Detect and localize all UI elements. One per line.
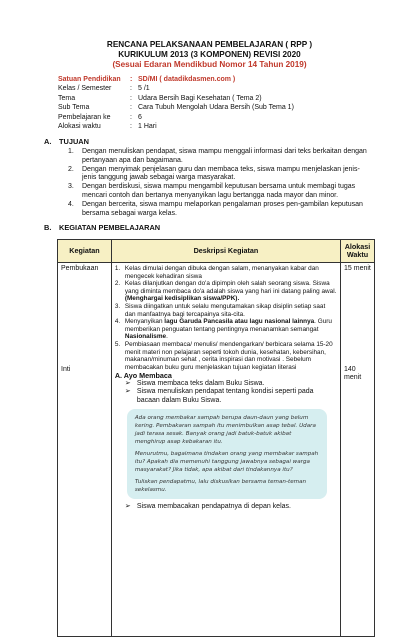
tujuan-list (68, 148, 368, 218)
deskripsi-column (111, 263, 340, 637)
inti-block (112, 372, 340, 511)
label-inti: Inti (61, 366, 71, 373)
step-item: ➢ Siswa membacakan pendapatnya di depan kelas. (124, 503, 291, 511)
reading-paragraph: Ada orang membakar sampah berupa daun-daun yang belum kering. Pembakaran sampah itu menimbulkan asap tebal. Udara jadi terasa sesak. Banyak orang jadi batuk-batuk akibat menghirup asap kebakaran itu. (134, 415, 316, 446)
document-note: (Sesuai Edaran Mendikbud Nomor 14 Tahun 2019) (112, 60, 307, 69)
time-pembukaan: 15 menit (344, 265, 371, 272)
alokasi-column (341, 263, 375, 637)
list-item: 5. Pembiasaan membaca/ menulis/ mendengarkan/ berbicara selama 15-20 menit materi non pelajaran seperti tokoh dunia, kesehatan, kebersihan, makanan/minuman sehat , cerita inspirasi dan motivasi . Sebelum membacakan buku guru menjelaskan tujuan kegiatan literasi (114, 340, 333, 371)
list-item: 3. Siswa diingatkan untuk selalu mengutamakan sikap disiplin setiap saat dan manfaatnya bagi tercapainya sita-cita. (114, 302, 326, 318)
label-pembukaan: Pembukaan (61, 265, 99, 272)
reading-paragraph: Menurutmu, bagaimana tindakan orang yang membakar sampah itu? Apakah dia memenuhi tanggung jawabnya sebagai warga masyarakat? Jika tidak, apa akibat dari tindakannya itu? (134, 451, 319, 474)
step-item: ➢ Siswa membaca teks dalam Buku Siswa. (124, 379, 265, 387)
reading-textbox (127, 409, 327, 499)
document-subtitle: KURIKULUM 2013 (3 KOMPONEN) REVISI 2020 (118, 50, 301, 59)
info-row-kelas: Kelas / Semester : 5 /1 (58, 85, 150, 93)
list-item: 2. Kelas dilanjutkan dengan do'a dipimpin oleh salah seorang siswa. Siswa yang diminta membaca do'a adalah siswa yang hari ini datang paling awal. (Menghargai kedisiplikan siswa/PPK). (114, 280, 337, 303)
list-item: 4. Menyanyikan lagu Garuda Pancasila atau lagu nasional lainnya. Guru memberikan penguatan tentang pentingnya menanamkan semangat Nasionalisme. (114, 318, 332, 341)
activity-table (57, 239, 375, 637)
list-item: 3. Dengan berdiskusi, siswa mampu mengambil keputusan bersama untuk membagi tugas mencari contoh dan bertanya menyanyikan lagu bertangga nada mayor dan minor. (68, 183, 356, 199)
arrow-bullet-icon: ➢ (124, 379, 131, 387)
arrow-bullet-icon: ➢ (124, 388, 131, 396)
list-item: 1. Dengan menuliskan pendapat, siswa mampu menggali informasi dari teks berkaitan dengan pertanyaan apa dan bagaimana. (68, 148, 367, 164)
info-row-subtema: Sub Tema : Cara Tubuh Mengolah Udara Bersih (Sub Tema 1) (58, 104, 294, 112)
info-row-alokasi: Alokasi waktu : 1 Hari (58, 123, 157, 131)
col-header-deskripsi: Deskripsi Kegiatan (111, 240, 340, 263)
step-item: ➢ Siswa menuliskan pendapat tentang kondisi seperti pada bacaan dalam Buku Siswa. (124, 388, 314, 404)
info-row-satuan: Satuan Pendidikan : SD/MI ( datadikdasmen.com ) (58, 76, 236, 83)
inti-section-title: A. Ayo Membaca (114, 371, 172, 381)
info-row-tema: Tema : Udara Bersih Bagi Kesehatan ( Tema 2) (58, 94, 262, 102)
kegiatan-column (58, 263, 112, 637)
info-row-pembelajaran: Pembelajaran ke : 6 (58, 113, 142, 121)
col-header-kegiatan: Kegiatan (58, 240, 112, 263)
document-title: RENCANA PELAKSANAAN PEMBELAJARAN ( RPP ) (106, 40, 313, 49)
identity-block (58, 75, 294, 131)
list-item: 4. Dengan bercerita, siswa mampu melaporkan pengalaman proses pen-gambilan keputusan bersama sebagai warga kelas. (68, 200, 363, 217)
col-header-alokasi: Alokasi Waktu (341, 240, 375, 263)
list-item: 2. Dengan menyimak penjelasan guru dan membaca teks, siswa mampu menjelaskan jenis-jenis tanggung jawab sebagai warga masyarakat. (68, 165, 360, 182)
section-heading-tujuan: A. TUJUAN (44, 137, 89, 146)
list-item: 1. Kelas dimulai dengan dibuka dengan salam, menanyakan kabar dan mengecek kehadiran siswa (114, 265, 319, 280)
arrow-bullet-icon: ➢ (124, 503, 131, 511)
section-heading-kegiatan: B. KEGIATAN PEMBELAJARAN (44, 223, 161, 232)
time-inti: 140 menit (344, 366, 362, 381)
reading-paragraph: Tuliskan pendapatmu, lalu diskusikan bersama teman-teman sekelasmu. (134, 479, 307, 494)
pembukaan-list (112, 263, 340, 371)
